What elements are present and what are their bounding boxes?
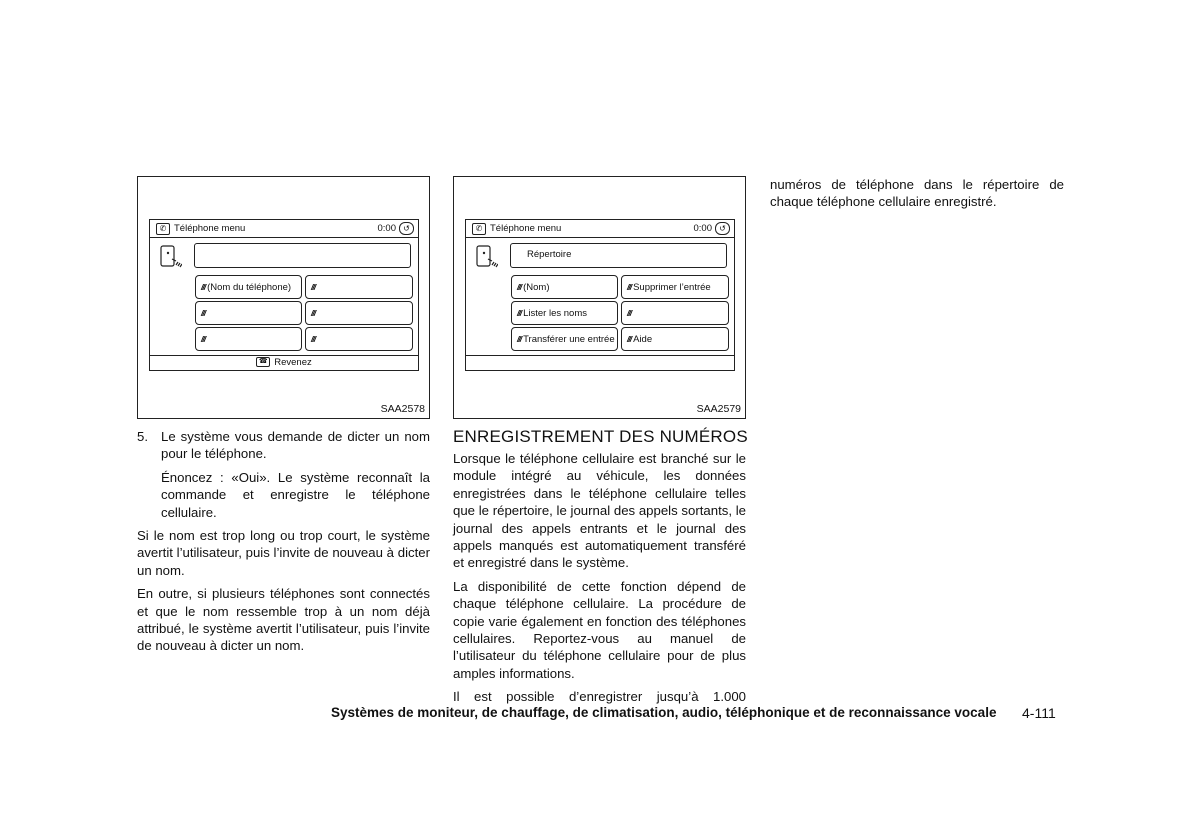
voice-icon: ///: [201, 334, 206, 344]
option-button-5[interactable]: [195, 327, 302, 351]
voice-icon: ///: [517, 282, 522, 292]
option-button-name[interactable]: /// (Nom): [511, 275, 618, 299]
phone-menu-screen: [465, 219, 735, 371]
back-icon[interactable]: ↺: [399, 222, 414, 235]
option-button-3[interactable]: [195, 301, 302, 325]
paragraph: La disponibilité de cette fonction dépend de chaque téléphone cellulaire. La procédure de copie varie également en fonction des téléphones cellulaires. Reportez-vous au manuel de l’utilisateur du téléphone cellulaire pour de plus amples informations.: [453, 578, 746, 681]
paragraph: Lorsque le téléphone cellulaire est branché sur le module intégré au véhicule, les données enregistrées dans le téléphone cellulaire telles que le répertoire, le journal des appels sortants, le journal des appels entrants et le journal des appels manqués est automatiquement transféré et enregistré dans le système.: [453, 451, 746, 571]
timer: 0:00: [377, 223, 396, 234]
option-button-transfer-entry[interactable]: /// Transférer une entrée: [511, 327, 618, 351]
option-button-empty[interactable]: [621, 301, 729, 325]
phonebook-input-field[interactable]: Répertoire: [510, 243, 727, 268]
step-text: Le système vous demande de dicter un nom pour le téléphone.: [161, 429, 430, 462]
back-icon[interactable]: ↺: [715, 222, 730, 235]
timer: 0:00: [693, 223, 712, 234]
voice-icon: ///: [627, 334, 632, 344]
menu-title: Téléphone menu: [174, 223, 246, 234]
hangup-icon: ☎: [256, 357, 270, 367]
screen-header: [466, 220, 734, 238]
return-label: Revenez: [274, 357, 312, 368]
option-button-help[interactable]: /// Aide: [621, 327, 729, 351]
paragraph: En outre, si plusieurs téléphones sont connectés et que le nom ressemble trop à un nom déjà attribué, le système avertit l’utilisateur, puis l’invite de nouveau à dicter un nom.: [137, 586, 430, 654]
voice-icon: ///: [201, 308, 206, 318]
return-button[interactable]: [150, 355, 418, 370]
step-5: [137, 428, 430, 521]
column-1-text: [137, 428, 430, 661]
option-button-2[interactable]: [305, 275, 413, 299]
bottom-bar: [466, 355, 734, 370]
menu-title: Téléphone menu: [490, 223, 562, 234]
voice-icon: ///: [201, 282, 206, 292]
section-heading: ENREGISTREMENT DES NUMÉROS: [453, 427, 748, 446]
paragraph: numéros de téléphone dans le répertoire de chaque téléphone cellulaire enregistré.: [770, 177, 1064, 210]
figure-code: SAA2578: [380, 403, 425, 415]
name-input-field[interactable]: [194, 243, 411, 268]
column-3-text: [770, 176, 1064, 217]
figure-code: SAA2579: [696, 403, 741, 415]
voice-icon: ///: [517, 334, 522, 344]
phone-icon: ✆: [156, 223, 170, 235]
step-number: 5.: [137, 429, 148, 444]
figure-saa2578: [137, 176, 430, 419]
phone-icon: ✆: [472, 223, 486, 235]
voice-icon: ///: [311, 282, 316, 292]
option-button-4[interactable]: [305, 301, 413, 325]
page-number: 4-111: [1022, 705, 1056, 721]
voice-icon: ///: [311, 308, 316, 318]
voice-speaker-icon: [160, 245, 182, 271]
option-button-1[interactable]: /// (Nom du téléphone): [195, 275, 302, 299]
voice-icon: ///: [627, 282, 632, 292]
phone-menu-screen: [149, 219, 419, 371]
option-button-6[interactable]: [305, 327, 413, 351]
step-text-2: Énoncez : «Oui». Le système reconnaît la commande et enregistre le téléphone cellulaire.: [161, 469, 430, 520]
voice-icon: ///: [517, 308, 522, 318]
option-button-delete-entry[interactable]: /// Supprimer l’entrée: [621, 275, 729, 299]
footer-title: Systèmes de moniteur, de chauffage, de climatisation, audio, téléphonique et de reconnaissance vocale: [331, 705, 997, 720]
option-button-list-names[interactable]: /// Lister les noms: [511, 301, 618, 325]
voice-speaker-icon: [476, 245, 498, 271]
voice-icon: ///: [627, 308, 632, 318]
column-2-text: [453, 450, 746, 712]
screen-header: [150, 220, 418, 238]
voice-icon: ///: [311, 334, 316, 344]
paragraph: Il est possible d’enregistrer jusqu’à 1.000: [453, 689, 746, 705]
paragraph: Si le nom est trop long ou trop court, le système avertit l’utilisateur, puis l’invite de nouveau à dicter un nom.: [137, 528, 430, 578]
figure-saa2579: [453, 176, 746, 419]
